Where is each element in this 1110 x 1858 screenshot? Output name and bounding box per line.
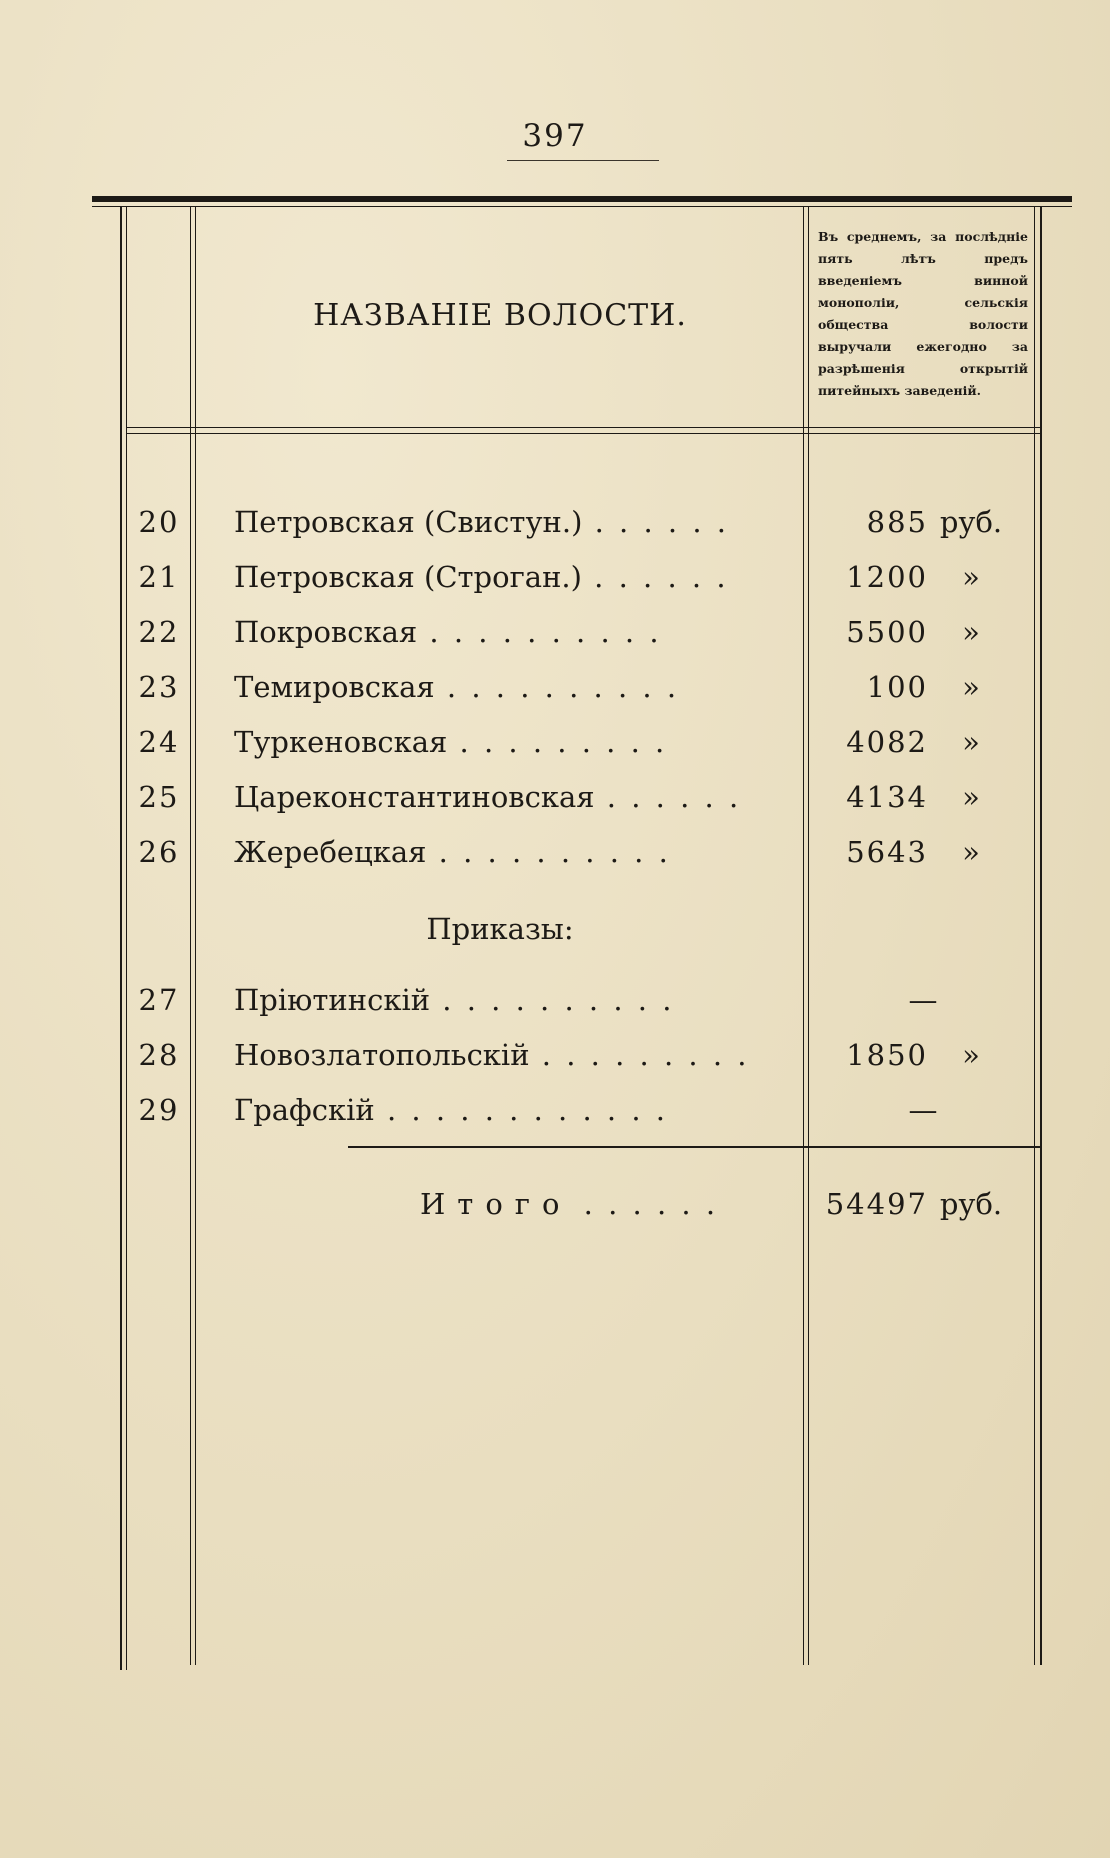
prikaz-name <box>234 1038 790 1072</box>
row-number: 27 <box>138 983 180 1017</box>
row-number: 20 <box>138 505 180 539</box>
value-column-rule-a <box>803 207 804 1665</box>
row-unit: » <box>962 835 980 869</box>
volost-name <box>234 835 790 869</box>
total-rule <box>348 1146 1040 1148</box>
row-unit: » <box>962 670 980 704</box>
prikaz-name <box>234 1093 790 1127</box>
total-label <box>420 1187 790 1221</box>
volost-name-text: Покровская <box>234 615 418 649</box>
total-unit: руб. <box>939 1187 1003 1221</box>
row-value: 1200 <box>846 560 928 594</box>
volost-name-text: Петровская (Свистун.) <box>234 505 583 539</box>
value-column-rule-b <box>808 207 809 1665</box>
table-left-rule-outer <box>120 207 122 1670</box>
volost-name-text: Жеребецкая <box>234 835 427 869</box>
volost-name <box>234 615 790 649</box>
row-value: 5500 <box>846 615 928 649</box>
leader-dots: . . . . . . <box>571 1187 719 1221</box>
prikaz-name-text: Графскій <box>234 1093 375 1127</box>
leader-dots: . . . . . . . . . . <box>417 615 662 649</box>
empty-value-dash: — <box>908 983 938 1017</box>
total-value: 54497 <box>825 1187 928 1221</box>
row-number: 25 <box>138 780 180 814</box>
table-row <box>0 670 1110 710</box>
table-row <box>0 835 1110 875</box>
page-number-rule <box>507 160 659 161</box>
volost-name <box>234 670 790 704</box>
table-row <box>0 1093 1110 1133</box>
row-value: 100 <box>866 670 928 704</box>
volost-name-text: Цареконстантиновская <box>234 780 595 814</box>
header-separator-a <box>126 427 1040 428</box>
row-value: 4082 <box>846 725 928 759</box>
row-unit: руб. <box>939 505 1003 539</box>
header-name-column: НАЗВАНІЕ ВОЛОСТИ. <box>313 298 687 333</box>
num-column-rule-a <box>190 207 191 1665</box>
leader-dots: . . . . . . <box>594 780 742 814</box>
leader-dots: . . . . . . <box>582 505 730 539</box>
row-value: 1850 <box>846 1038 928 1072</box>
row-number: 26 <box>138 835 180 869</box>
prikaz-name <box>234 983 790 1017</box>
num-column-rule-b <box>195 207 196 1665</box>
row-unit: » <box>962 725 980 759</box>
row-number: 28 <box>138 1038 180 1072</box>
leader-dots: . . . . . . <box>581 560 729 594</box>
volost-name <box>234 725 790 759</box>
volost-name <box>234 560 790 594</box>
table-row <box>0 725 1110 765</box>
row-number: 21 <box>138 560 180 594</box>
leader-dots: . . . . . . . . . <box>447 725 668 759</box>
row-unit: » <box>962 560 980 594</box>
page-number: 397 <box>522 118 588 154</box>
leader-dots: . . . . . . . . . <box>529 1038 750 1072</box>
volost-name <box>234 780 790 814</box>
prikaz-name-text: Новозлатопольскій <box>234 1038 530 1072</box>
row-unit: » <box>962 615 980 649</box>
table-row <box>0 1038 1110 1078</box>
empty-value-dash: — <box>908 1093 938 1127</box>
row-number: 22 <box>138 615 180 649</box>
table-row <box>0 505 1110 545</box>
row-unit: » <box>962 1038 980 1072</box>
row-number: 29 <box>138 1093 180 1127</box>
prikaz-name-text: Пріютинскій <box>234 983 431 1017</box>
row-number: 24 <box>138 725 180 759</box>
row-unit: » <box>962 780 980 814</box>
table-row <box>0 615 1110 655</box>
leader-dots: . . . . . . . . . . <box>434 670 680 704</box>
total-label-text: Итого <box>420 1187 572 1221</box>
header-separator-b <box>126 433 1040 434</box>
volost-name-text: Туркеновская <box>234 725 448 759</box>
leader-dots: . . . . . . . . . . <box>430 983 675 1017</box>
table-top-rule-thin <box>92 206 1072 207</box>
table-top-rule-thick <box>92 196 1072 202</box>
row-value: 885 <box>866 505 928 539</box>
volost-name <box>234 505 790 539</box>
row-value: 4134 <box>846 780 928 814</box>
group-label: Приказы: <box>426 912 574 946</box>
table-right-rule-a <box>1034 207 1035 1665</box>
table-row <box>0 983 1110 1023</box>
volost-name-text: Петровская (Строган.) <box>234 560 582 594</box>
table-row <box>0 560 1110 600</box>
table-row <box>0 780 1110 820</box>
leader-dots: . . . . . . . . . . . . <box>374 1093 668 1127</box>
row-value: 5643 <box>846 835 928 869</box>
table-right-rule-b <box>1040 207 1042 1665</box>
leader-dots: . . . . . . . . . . <box>426 835 671 869</box>
header-value-column: Въ среднемъ, за послѣдніе пять лѣтъ предъ введеніемъ винной монополіи, сельскія общества волости выручали ежегодно за разрѣшенія открытій питейныхъ заведеній. <box>818 229 1028 398</box>
row-number: 23 <box>138 670 180 704</box>
volost-name-text: Темировская <box>234 670 435 704</box>
